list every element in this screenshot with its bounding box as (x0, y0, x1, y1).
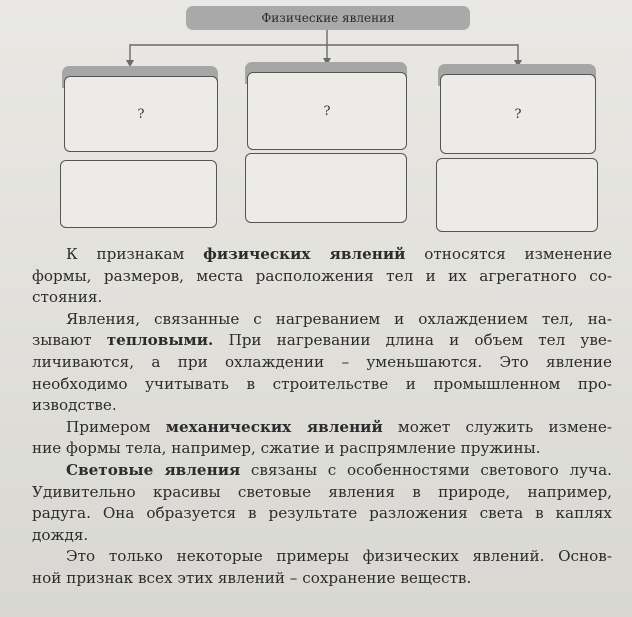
p3-line1 (32, 417, 612, 439)
p4-line3: радуга. Она образуется в результате разложения света в каплях (32, 504, 612, 523)
p5-line1: Это только некоторые примеры физических явлений. Основ- (66, 547, 612, 566)
p1-line3: стояния. (32, 288, 103, 307)
p3-term: механических явлений (165, 417, 383, 436)
bottom-box-right (436, 158, 598, 232)
diagram-title: Физические явления (186, 6, 470, 30)
p2-line4: необходимо учитывать в строительстве и промышленном про- (32, 374, 612, 393)
p3-pre: Примером (66, 417, 166, 436)
bottom-box-center (245, 153, 407, 223)
bottom-box-left (60, 160, 217, 228)
p4-term: Световые явления (66, 460, 241, 479)
p1-term: физических явлений (203, 245, 406, 263)
p4-line2: Удивительно красивы световые явления в природе, например, (32, 482, 612, 501)
p3-post: может служить измене- (382, 417, 612, 436)
body-text (32, 244, 612, 590)
top-box-center: ? (247, 72, 407, 150)
paragraph-conclusion (32, 546, 612, 589)
p4-line4: дождя. (32, 525, 89, 544)
p2-pre: зывают (32, 331, 107, 350)
p2-line3: личиваются, а при охлаждении – уменьшаются. Это явление (32, 352, 612, 371)
paragraph-thermal (32, 309, 612, 417)
p2-line1: Явления, связанные с нагреванием и охлаждением тел, на- (66, 309, 612, 328)
p2-line5: изводстве. (32, 396, 117, 415)
p2-post: При нагревании длина и объем тел уве- (213, 331, 612, 350)
paragraph-mechanical (32, 417, 612, 460)
p1-line1 (32, 244, 612, 266)
paragraph-physical-phenomena (32, 244, 612, 309)
p2-line2 (32, 330, 612, 352)
p1-pre: К признакам (66, 245, 204, 263)
p2-term: тепловыми. (106, 331, 214, 350)
p4-line1 (32, 460, 612, 482)
p4-post: связаны с особенностями светового луча. (240, 460, 612, 479)
p1-post: относятся изменение (405, 245, 612, 263)
p5-line2: ной признак всех этих явлений – сохранение веществ. (32, 568, 472, 587)
top-box-right: ? (440, 74, 596, 154)
paragraph-light (32, 460, 612, 546)
top-box-left: ? (64, 76, 218, 152)
p3-line2: ние формы тела, например, сжатие и распрямление пружины. (32, 439, 541, 458)
p1-line2: формы, размеров, места расположения тел и их агрегатного со- (32, 266, 612, 285)
